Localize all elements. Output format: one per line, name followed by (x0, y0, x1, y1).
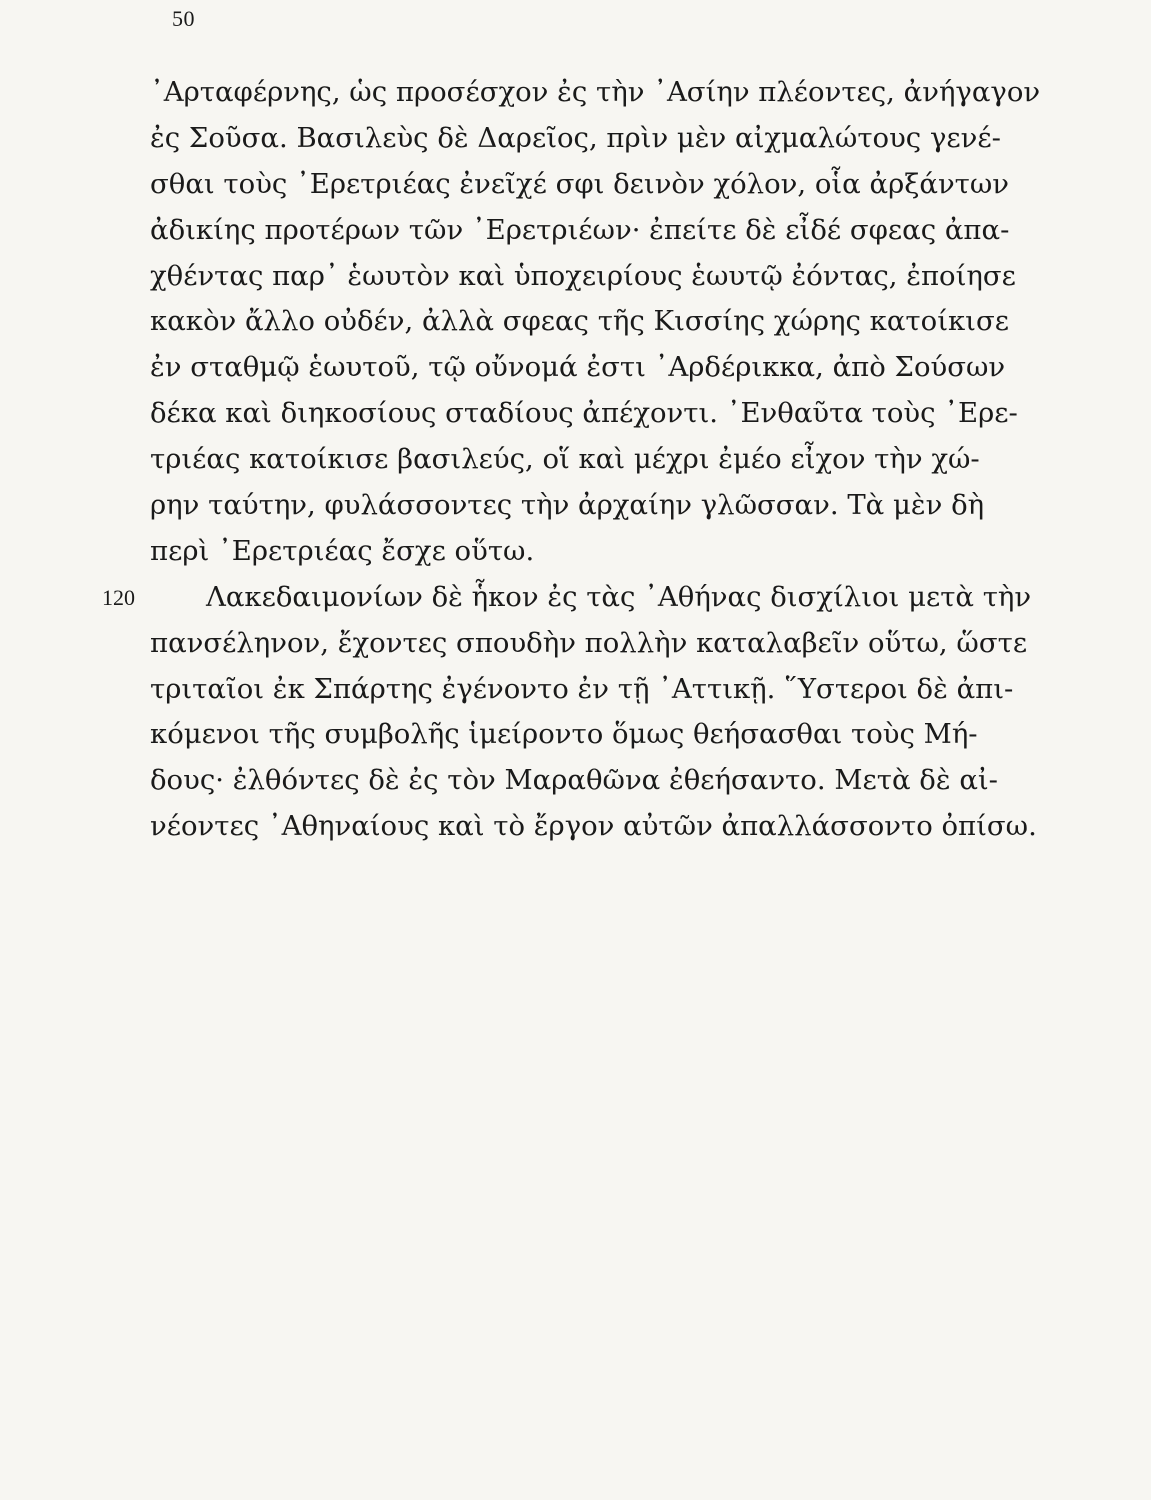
text-line: πανσέληνον, ἔχοντες σπουδὴν πολλὴν καταλαβεῖν οὕτω, ὥστε (150, 626, 1028, 659)
text-line: νέοντες ᾿Αθηναίους καὶ τὸ ἔργον αὐτῶν ἀπαλλάσσοντο ὀπίσω. (150, 810, 1037, 843)
paragraph-1 (150, 70, 1110, 575)
text-line: σθαι τοὺς ᾿Ερετριέας ἐνεῖχέ σφι δεινὸν χόλον, οἷα ἀρξάντων (150, 167, 1010, 200)
page-number: 50 (172, 6, 195, 31)
text-line: ἀδικίης προτέρων τῶν ᾿Ερετριέων· ἐπείτε δὲ εἶδέ σφεας ἀπα- (150, 213, 1010, 246)
text-line: τριέας κατοίκισε βασιλεύς, οἵ καὶ μέχρι ἐμέο εἶχον τὴν χώ- (150, 443, 980, 476)
text-line: χθέντας παρ᾿ ἑωυτὸν καὶ ὑποχειρίους ἑωυτῷ ἐόντας, ἐποίησε (150, 259, 1016, 292)
text-line: δους· ἐλθόντες δὲ ἐς τὸν Μαραθῶνα ἐθεήσαντο. Μετὰ δὲ αἰ- (150, 764, 998, 797)
body-text (150, 70, 1110, 850)
text-line: κακὸν ἄλλο οὐδέν, ἀλλὰ σφεας τῆς Κισσίης χώρης κατοίκισε (150, 305, 1009, 338)
text-line: τριταῖοι ἐκ Σπάρτης ἐγένοντο ἐν τῇ ᾿Αττικῇ. ῞Υστεροι δὲ ἀπι- (150, 672, 1014, 705)
text-line: ᾿Αρταφέρνης, ὡς προσέσχον ἐς τὴν ᾿Ασίην πλέοντες, ἀνήγαγον (150, 76, 1041, 108)
text-line: περὶ ᾿Ερετριέας ἔσχε οὕτω. (150, 534, 535, 567)
text-line: ἐς Σοῦσα. Βασιλεὺς δὲ Δαρεῖος, πρὶν μὲν αἰχμαλώτους γενέ- (150, 121, 1001, 154)
text-line: Λακεδαιμονίων δὲ ἧκον ἐς τὰς ᾿Αθήνας δισχίλιοι μετὰ τὴν (206, 580, 1032, 613)
text-line: δέκα καὶ διηκοσίους σταδίους ἀπέχοντι. ᾿Ενθαῦτα τοὺς ᾿Ερε- (150, 397, 1018, 430)
paragraph-2 (150, 575, 1110, 850)
text-line: ρην ταύτην, φυλάσσοντες τὴν ἀρχαίην γλῶσσαν. Τὰ μὲν δὴ (150, 489, 985, 522)
text-line: κόμενοι τῆς συμβολῆς ἱμείροντο ὅμως θεήσασθαι τοὺς Μή- (150, 718, 978, 751)
section-number: 120 (102, 585, 135, 610)
text-line: ἐν σταθμῷ ἑωυτοῦ, τῷ οὔνομά ἐστι ᾿Αρδέρικκα, ἀπὸ Σούσων (150, 351, 1006, 384)
